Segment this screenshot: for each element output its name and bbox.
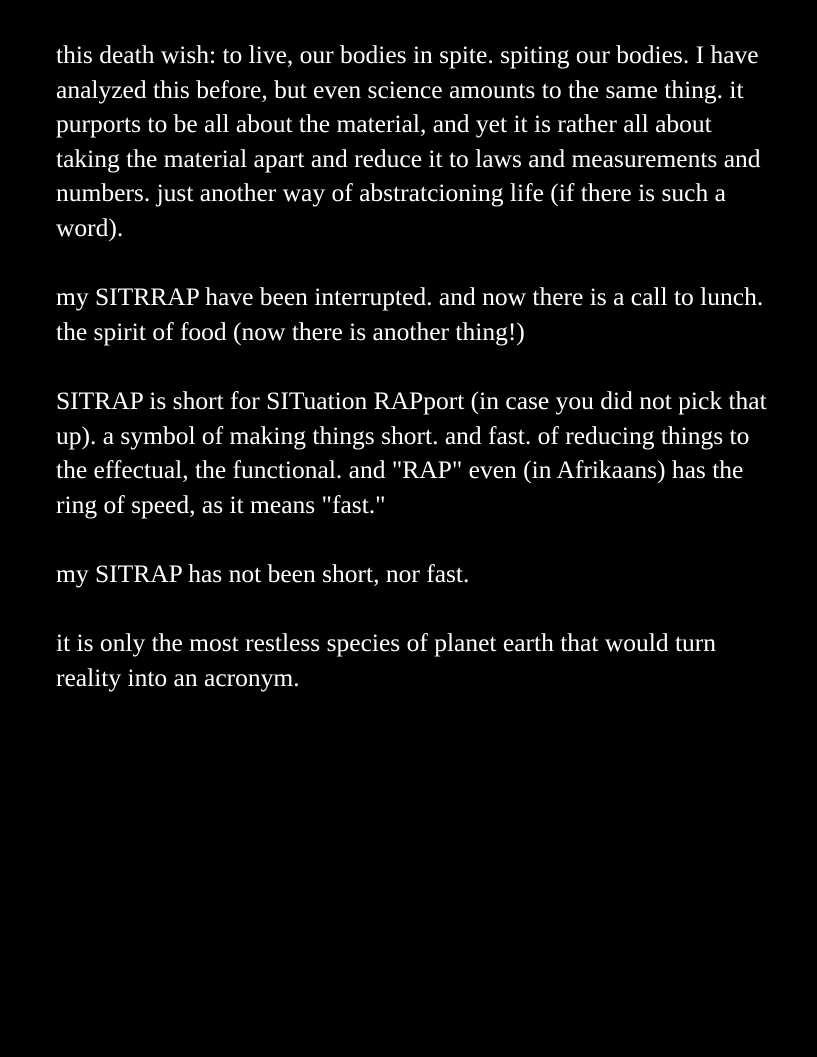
document-body [56,38,768,695]
paragraph-5: it is only the most restless species of planet earth that would turn reality into an acronym. [56,628,717,692]
paragraph-1: this death wish: to live, our bodies in spite. spiting our bodies. I have analyzed this before, but even science amounts to the same thing. it purports to be all about the material, and yet it is rather all about taking the material apart and reduce it to laws and measurements and numbers. just another way of abstratcioning life (if there is such a word). [56,40,761,242]
paragraph-2: my SITRRAP have been interrupted. and now there is a call to lunch. the spirit of food (now there is another thing!) [56,282,764,346]
paragraph-4: my SITRAP has not been short, nor fast. [56,558,470,588]
paragraph-3: SITRAP is short for SITuation RAPport (in case you did not pick that up). a symbol of making things short. and fast. of reducing things to the effectual, the functional. and "RAP" even (in Afrikaans) has the ring of speed, as it means "fast." [56,385,767,519]
